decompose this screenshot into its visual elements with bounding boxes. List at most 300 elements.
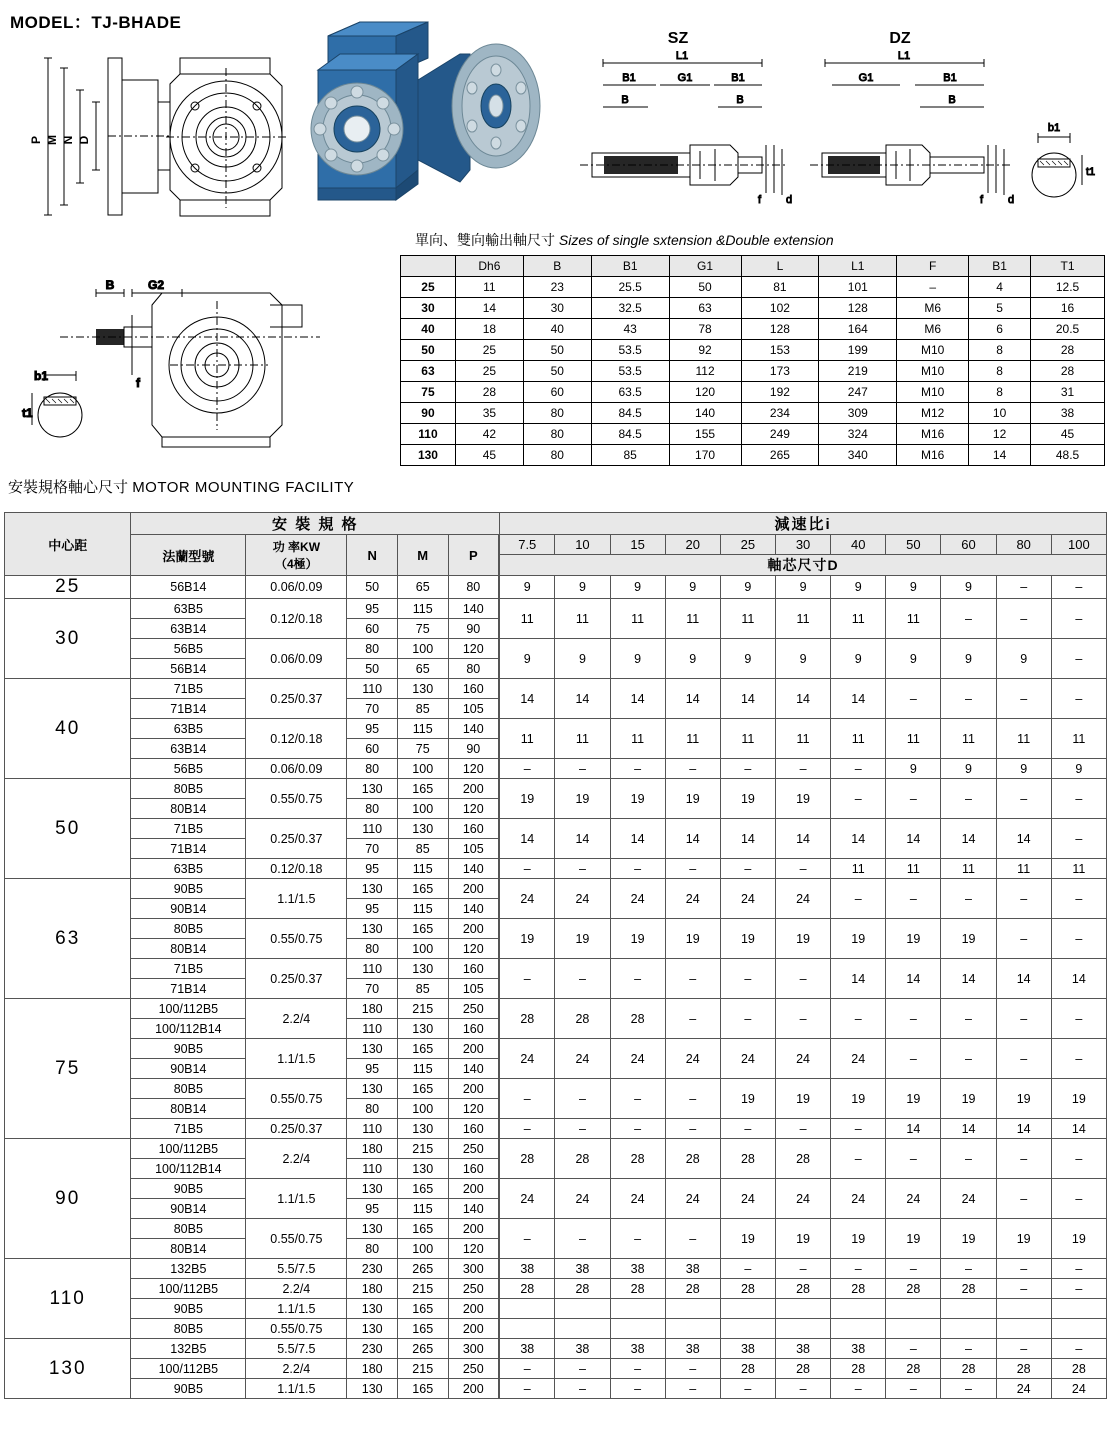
shaft-d-cell: –	[720, 999, 775, 1039]
n-cell: 130	[347, 1379, 398, 1399]
shaft-d-cell: 28	[996, 1359, 1051, 1379]
shaft-d-cell	[720, 1319, 775, 1339]
table-row	[401, 445, 1105, 466]
shaft-d-cell: –	[996, 1279, 1051, 1299]
flange-cell: 90B5	[131, 1039, 246, 1059]
shaft-cell: 40	[523, 319, 591, 340]
shaft-d-cell: 28	[1051, 1359, 1106, 1379]
shaft-d-cell: 24	[831, 1179, 886, 1219]
shaft-d-cell: –	[831, 879, 886, 919]
shaft-d-cell: 24	[886, 1179, 941, 1219]
shaft-d-cell: –	[555, 1359, 610, 1379]
svg-text:N: N	[61, 135, 75, 145]
shaft-d-cell: –	[665, 1219, 720, 1259]
shaft-row-size: 110	[401, 424, 456, 445]
shaft-row-size: 40	[401, 319, 456, 340]
shaft-d-cell: 38	[775, 1339, 830, 1359]
shaft-d-cell: –	[555, 759, 610, 779]
m-cell: 165	[397, 1079, 448, 1099]
power-cell: 0.55/0.75	[246, 1079, 347, 1119]
shaft-cell: 60	[523, 382, 591, 403]
shaft-d-cell: 19	[996, 1219, 1051, 1259]
center-distance-cell: 25	[5, 576, 131, 599]
shaft-d-cell: 28	[831, 1359, 886, 1379]
svg-text:DZ: DZ	[889, 30, 911, 47]
shaft-d-cell: –	[831, 779, 886, 819]
shaft-cell: 53.5	[591, 340, 669, 361]
shaft-cell: 164	[819, 319, 897, 340]
power-cell: 1.1/1.5	[246, 1299, 347, 1319]
shaft-d-cell: 19	[555, 779, 610, 819]
p-cell: 250	[448, 1359, 499, 1379]
shaft-row-size: 90	[401, 403, 456, 424]
shaft-d-cell: 19	[886, 1219, 941, 1259]
flange-cell: 90B14	[131, 1199, 246, 1219]
shaft-d-cell: –	[996, 1339, 1051, 1359]
shaft-d-cell: –	[1051, 576, 1106, 599]
m-cell: 165	[397, 1039, 448, 1059]
shaft-cell: 80	[523, 445, 591, 466]
shaft-d-cell: 14	[996, 1119, 1051, 1139]
center-distance-cell: 110	[5, 1259, 131, 1339]
shaft-d-cell: –	[720, 1379, 775, 1399]
flange-cell: 56B14	[131, 576, 246, 599]
shaft-d-cell: 14	[665, 819, 720, 859]
shaft-col-f: F	[897, 256, 969, 277]
shaft-cell: 11	[455, 277, 523, 298]
n-cell: 180	[347, 1279, 398, 1299]
shaft-d-cell: 28	[775, 1279, 830, 1299]
header-axis-d: 軸芯尺寸D	[500, 555, 1107, 576]
shaft-cell: 4	[969, 277, 1031, 298]
shaft-d-cell: –	[886, 1339, 941, 1359]
shaft-d-cell: 9	[996, 759, 1051, 779]
header-ratio-100: 100	[1051, 535, 1106, 555]
table-row	[5, 576, 1107, 599]
shaft-caption-cn: 單向、雙向輸出軸尺寸	[415, 232, 555, 248]
shaft-d-cell: 24	[500, 1179, 555, 1219]
svg-text:G2: G2	[147, 278, 165, 292]
shaft-d-cell	[941, 1319, 996, 1339]
shaft-d-cell: 11	[886, 719, 941, 759]
shaft-cell: 63.5	[591, 382, 669, 403]
power-cell: 0.12/0.18	[246, 859, 347, 879]
header-ratio-40: 40	[831, 535, 886, 555]
m-cell: 130	[397, 1159, 448, 1179]
header-mounting-spec: 安 裝 規 格	[131, 513, 500, 535]
m-cell: 115	[397, 1059, 448, 1079]
shaft-d-cell	[555, 1299, 610, 1319]
shaft-d-cell	[996, 1319, 1051, 1339]
shaft-d-cell: –	[886, 1259, 941, 1279]
shaft-cell: 25.5	[591, 277, 669, 298]
table-row	[5, 1219, 1107, 1239]
shaft-d-cell: –	[941, 599, 996, 639]
shaft-d-cell: 19	[775, 1219, 830, 1259]
shaft-d-cell: –	[1051, 879, 1106, 919]
table-row	[5, 1039, 1107, 1059]
shaft-d-cell: 19	[1051, 1219, 1106, 1259]
shaft-cell: 18	[455, 319, 523, 340]
flange-cell: 80B14	[131, 939, 246, 959]
p-cell: 200	[448, 779, 499, 799]
n-cell: 95	[347, 1199, 398, 1219]
shaft-cell: 12	[969, 424, 1031, 445]
flange-cell: 56B5	[131, 639, 246, 659]
m-cell: 165	[397, 1319, 448, 1339]
m-cell: 100	[397, 799, 448, 819]
shaft-d-cell: 19	[831, 1219, 886, 1259]
shaft-table-header-row	[401, 256, 1105, 277]
shaft-d-cell: 28	[941, 1359, 996, 1379]
shaft-d-cell: –	[886, 999, 941, 1039]
shaft-d-cell: 28	[555, 1139, 610, 1179]
shaft-row-size: 50	[401, 340, 456, 361]
svg-text:M: M	[45, 135, 59, 145]
shaft-cell: –	[897, 277, 969, 298]
shaft-d-cell	[775, 1299, 830, 1319]
p-cell: 140	[448, 719, 499, 739]
shaft-d-cell: –	[720, 1119, 775, 1139]
shaft-cell: 45	[1031, 424, 1105, 445]
mount-table-head	[5, 513, 1107, 576]
n-cell: 110	[347, 1159, 398, 1179]
table-row	[5, 959, 1107, 979]
shaft-d-cell: –	[665, 1119, 720, 1139]
p-cell: 160	[448, 819, 499, 839]
shaft-d-cell: –	[996, 679, 1051, 719]
shaft-d-cell: 14	[1051, 1119, 1106, 1139]
shaft-d-cell: 11	[886, 859, 941, 879]
table-row	[5, 599, 1107, 619]
shaft-d-cell: –	[996, 999, 1051, 1039]
shaft-d-cell: 9	[831, 576, 886, 599]
shaft-d-cell: 11	[996, 859, 1051, 879]
p-cell: 140	[448, 899, 499, 919]
m-cell: 115	[397, 899, 448, 919]
shaft-d-cell: –	[1051, 1259, 1106, 1279]
shaft-d-cell: 38	[831, 1339, 886, 1359]
shaft-d-cell: –	[941, 1259, 996, 1279]
shaft-cell: M12	[897, 403, 969, 424]
svg-text:B: B	[948, 94, 956, 106]
shaft-d-cell: –	[555, 1219, 610, 1259]
svg-text:b1: b1	[34, 369, 49, 383]
power-cell: 2.2/4	[246, 1359, 347, 1379]
shaft-cell: 199	[819, 340, 897, 361]
shaft-cell: 53.5	[591, 361, 669, 382]
shaft-d-cell: 38	[500, 1339, 555, 1359]
shaft-d-cell: 9	[1051, 759, 1106, 779]
shaft-d-cell: 38	[555, 1339, 610, 1359]
shaft-d-cell	[996, 1299, 1051, 1319]
shaft-d-cell: 19	[886, 919, 941, 959]
shaft-d-cell: 14	[886, 959, 941, 999]
flange-cell: 63B5	[131, 859, 246, 879]
shaft-d-cell	[941, 1299, 996, 1319]
power-cell: 5.5/7.5	[246, 1339, 347, 1359]
m-cell: 265	[397, 1339, 448, 1359]
shaft-d-cell: 19	[1051, 1079, 1106, 1119]
m-cell: 215	[397, 1139, 448, 1159]
shaft-d-cell: –	[831, 999, 886, 1039]
shaft-d-cell: –	[775, 759, 830, 779]
shaft-d-cell: –	[941, 1039, 996, 1079]
shaft-d-cell: 14	[610, 679, 665, 719]
shaft-d-cell: –	[555, 959, 610, 999]
shaft-d-cell: –	[831, 759, 886, 779]
power-cell: 0.06/0.09	[246, 759, 347, 779]
shaft-d-cell: 11	[665, 599, 720, 639]
flange-cell: 90B5	[131, 879, 246, 899]
m-cell: 85	[397, 979, 448, 999]
shaft-d-cell: 14	[500, 679, 555, 719]
table-row	[5, 719, 1107, 739]
shaft-col-dh6: Dh6	[455, 256, 523, 277]
m-cell: 100	[397, 1099, 448, 1119]
shaft-d-cell: –	[1051, 679, 1106, 719]
shaft-d-cell: 24	[1051, 1379, 1106, 1399]
shaft-d-cell: 11	[720, 599, 775, 639]
flange-cell: 63B14	[131, 739, 246, 759]
shaft-d-cell: 14	[996, 959, 1051, 999]
flange-cell: 71B5	[131, 1119, 246, 1139]
shaft-d-cell: 24	[831, 1039, 886, 1079]
p-cell: 140	[448, 1059, 499, 1079]
p-cell: 120	[448, 759, 499, 779]
shaft-d-cell: 38	[720, 1339, 775, 1359]
shaft-cell: 192	[741, 382, 819, 403]
shaft-d-cell: 28	[886, 1359, 941, 1379]
m-cell: 115	[397, 719, 448, 739]
p-cell: 80	[448, 576, 499, 599]
shaft-d-cell	[1051, 1319, 1106, 1339]
shaft-cell: 32.5	[591, 298, 669, 319]
flange-cell: 71B14	[131, 699, 246, 719]
shaft-cell: 10	[969, 403, 1031, 424]
shaft-d-cell: 11	[665, 719, 720, 759]
shaft-d-cell: –	[610, 859, 665, 879]
shaft-d-cell: 9	[500, 639, 555, 679]
shaft-cell: 28	[1031, 340, 1105, 361]
page-title: MODEL：TJ-BHADE	[10, 13, 182, 32]
shaft-d-cell: 24	[665, 879, 720, 919]
shaft-d-cell	[1051, 1299, 1106, 1319]
shaft-d-cell: –	[941, 1339, 996, 1359]
n-cell: 50	[347, 576, 398, 599]
table-row	[401, 277, 1105, 298]
p-cell: 120	[448, 1239, 499, 1259]
header-ratio-30: 30	[775, 535, 830, 555]
shaft-d-cell: 19	[500, 779, 555, 819]
shaft-d-cell: –	[500, 1119, 555, 1139]
shaft-d-cell: –	[1051, 819, 1106, 859]
shaft-d-cell: –	[720, 759, 775, 779]
power-cell: 0.55/0.75	[246, 1219, 347, 1259]
header-ratio-60: 60	[941, 535, 996, 555]
shaft-d-cell: –	[500, 1219, 555, 1259]
m-cell: 100	[397, 759, 448, 779]
p-cell: 105	[448, 979, 499, 999]
n-cell: 130	[347, 1079, 398, 1099]
shaft-d-cell: –	[775, 859, 830, 879]
shaft-d-cell: –	[555, 1379, 610, 1399]
flange-cell: 132B5	[131, 1339, 246, 1359]
shaft-d-cell: 19	[941, 1079, 996, 1119]
shaft-d-cell: 19	[720, 1079, 775, 1119]
shaft-d-cell: 9	[831, 639, 886, 679]
table-row	[5, 759, 1107, 779]
flange-cell: 100/112B14	[131, 1159, 246, 1179]
shaft-cell: 12.5	[1031, 277, 1105, 298]
table-row	[5, 819, 1107, 839]
m-cell: 115	[397, 599, 448, 619]
flange-cell: 80B14	[131, 1239, 246, 1259]
shaft-d-cell: 24	[555, 879, 610, 919]
shaft-d-cell: 9	[941, 759, 996, 779]
p-cell: 200	[448, 1039, 499, 1059]
shaft-d-cell: 28	[500, 1139, 555, 1179]
m-cell: 165	[397, 1379, 448, 1399]
m-cell: 130	[397, 1019, 448, 1039]
center-distance-cell: 130	[5, 1339, 131, 1399]
table-row	[5, 919, 1107, 939]
power-cell: 1.1/1.5	[246, 1039, 347, 1079]
shaft-d-cell: 19	[500, 919, 555, 959]
shaft-cell: 63	[669, 298, 741, 319]
shaft-cell: 16	[1031, 298, 1105, 319]
shaft-cell: 102	[741, 298, 819, 319]
center-distance-cell: 30	[5, 599, 131, 679]
svg-text:d: d	[786, 194, 793, 206]
flange-cell: 80B5	[131, 1319, 246, 1339]
table-row	[5, 1319, 1107, 1339]
p-cell: 120	[448, 799, 499, 819]
shaft-d-cell	[831, 1299, 886, 1319]
shaft-d-cell: 11	[941, 719, 996, 759]
svg-text:f: f	[980, 194, 984, 206]
shaft-col-blank	[401, 256, 456, 277]
n-cell: 80	[347, 1239, 398, 1259]
shaft-d-cell: –	[610, 1119, 665, 1139]
shaft-d-cell: –	[1051, 599, 1106, 639]
shaft-d-cell: 11	[500, 719, 555, 759]
shaft-cell: 14	[455, 298, 523, 319]
shaft-d-cell: –	[941, 1379, 996, 1399]
shaft-cell: 25	[455, 361, 523, 382]
shaft-cell: 6	[969, 319, 1031, 340]
flange-cell: 80B14	[131, 799, 246, 819]
shaft-d-cell: –	[941, 879, 996, 919]
shaft-d-cell: 24	[500, 1039, 555, 1079]
shaft-d-cell: 14	[555, 819, 610, 859]
table-row	[5, 639, 1107, 659]
shaft-d-cell: 9	[775, 639, 830, 679]
shaft-cell: M10	[897, 382, 969, 403]
shaft-d-cell: 24	[500, 879, 555, 919]
shaft-d-cell: 28	[886, 1279, 941, 1299]
shaft-cell: 80	[523, 403, 591, 424]
flange-cell: 100/112B5	[131, 1279, 246, 1299]
shaft-d-cell: –	[941, 679, 996, 719]
n-cell: 110	[347, 1019, 398, 1039]
shaft-d-cell	[500, 1299, 555, 1319]
p-cell: 200	[448, 919, 499, 939]
p-cell: 250	[448, 1139, 499, 1159]
shaft-d-cell: –	[831, 1259, 886, 1279]
shaft-d-cell: 24	[665, 1039, 720, 1079]
table-row	[401, 340, 1105, 361]
table-row	[401, 382, 1105, 403]
shaft-d-cell: 28	[775, 1359, 830, 1379]
svg-text:D: D	[77, 135, 91, 145]
shaft-d-cell: 9	[665, 576, 720, 599]
p-cell: 200	[448, 1219, 499, 1239]
n-cell: 130	[347, 779, 398, 799]
shaft-row-size: 30	[401, 298, 456, 319]
n-cell: 130	[347, 1319, 398, 1339]
n-cell: 110	[347, 1119, 398, 1139]
shaft-d-cell: 24	[555, 1179, 610, 1219]
p-cell: 105	[448, 839, 499, 859]
header-ratio-80: 80	[996, 535, 1051, 555]
shaft-d-cell: –	[500, 1379, 555, 1399]
table-row	[401, 403, 1105, 424]
n-cell: 80	[347, 759, 398, 779]
table-row	[401, 361, 1105, 382]
m-cell: 265	[397, 1259, 448, 1279]
svg-text:t1: t1	[1086, 166, 1096, 178]
shaft-d-cell: 14	[941, 959, 996, 999]
shaft-cell: 155	[669, 424, 741, 445]
shaft-d-cell: –	[555, 1119, 610, 1139]
power-cell: 0.55/0.75	[246, 779, 347, 819]
shaft-cell: 247	[819, 382, 897, 403]
flange-cell: 56B5	[131, 759, 246, 779]
shaft-d-cell: 19	[941, 1219, 996, 1259]
shaft-d-cell: 19	[775, 779, 830, 819]
shaft-d-cell: –	[610, 1079, 665, 1119]
shaft-d-cell: –	[610, 1219, 665, 1259]
shaft-cell: 20.5	[1031, 319, 1105, 340]
shaft-d-cell: 14	[500, 819, 555, 859]
shaft-d-cell: 11	[610, 719, 665, 759]
p-cell: 160	[448, 1159, 499, 1179]
shaft-d-cell: –	[941, 999, 996, 1039]
table-row	[5, 679, 1107, 699]
shaft-d-cell: 28	[941, 1279, 996, 1299]
shaft-cell: M6	[897, 319, 969, 340]
shaft-d-cell: 11	[720, 719, 775, 759]
table-row	[401, 319, 1105, 340]
shaft-row-size: 25	[401, 277, 456, 298]
shaft-d-cell: –	[610, 1359, 665, 1379]
shaft-d-cell: 28	[610, 1139, 665, 1179]
shaft-d-cell: 28	[555, 1279, 610, 1299]
p-cell: 250	[448, 1279, 499, 1299]
mount-header-row-2	[5, 535, 1107, 555]
n-cell: 130	[347, 919, 398, 939]
p-cell: 250	[448, 999, 499, 1019]
power-cell: 0.25/0.37	[246, 679, 347, 719]
shaft-row-size: 130	[401, 445, 456, 466]
shaft-d-cell: 11	[831, 599, 886, 639]
shaft-d-cell: 14	[720, 819, 775, 859]
flange-cell: 90B5	[131, 1179, 246, 1199]
shaft-d-cell: –	[886, 679, 941, 719]
header-power: 功 率KW （4極）	[246, 535, 347, 576]
flange-cell: 71B5	[131, 679, 246, 699]
